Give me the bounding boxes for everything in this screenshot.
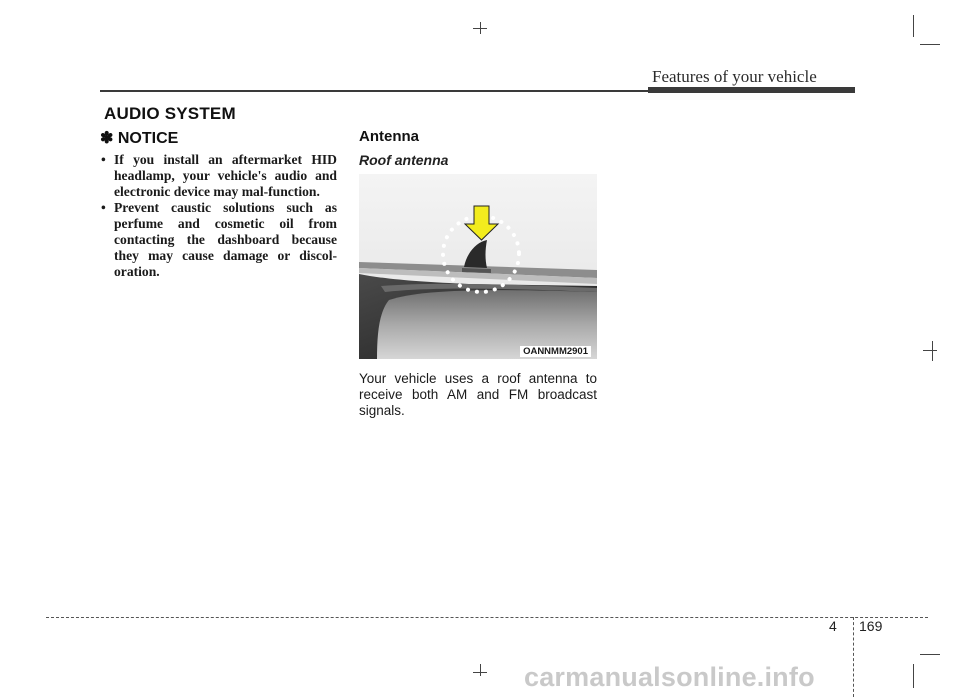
notice-symbol-icon: ✽ (100, 130, 114, 147)
footer-divider (853, 617, 854, 697)
notice-item: • Prevent caustic solutions such as perfume and cosmetic oil from contacting the dashboard because they may cause damage or discol-oration. (100, 200, 337, 280)
crop-mark-right-horizontal (923, 350, 937, 351)
roof-antenna-figure (359, 174, 597, 359)
crop-mark-top-right-horizontal (920, 44, 940, 45)
antenna-heading: Antenna (359, 128, 419, 145)
roof-antenna-illustration (359, 174, 597, 359)
crop-mark-bottom-right-vertical (913, 664, 914, 688)
header-rule (100, 90, 648, 92)
notice-heading (100, 128, 178, 148)
crop-mark-bottom-vertical (480, 664, 481, 676)
chapter-number: 4 (829, 618, 837, 634)
watermark: carmanualsonline.info (524, 662, 815, 692)
crop-mark-bottom-right-horizontal (920, 654, 940, 655)
crop-mark-bottom-horizontal (473, 672, 487, 673)
antenna-description: Your vehicle uses a roof antenna to receive both AM and FM broadcast signals. (359, 371, 597, 418)
crop-mark-right-vertical (932, 341, 933, 361)
section-title: AUDIO SYSTEM (104, 104, 236, 123)
crop-mark-top-horizontal (473, 28, 487, 29)
running-header-title: Features of your vehicle (652, 67, 817, 86)
page-number: 169 (859, 618, 883, 634)
footer-rule (46, 617, 928, 618)
header-rule-accent (648, 87, 855, 93)
notice-item: • If you install an aftermarket HID headlamp, your vehicle's audio and electronic device may mal-function. (100, 152, 337, 200)
notice-title: NOTICE (117, 130, 179, 147)
antenna-subheading: Roof antenna (359, 152, 449, 168)
figure-code: OANNMM2901 (520, 346, 591, 357)
crop-mark-top-right-vertical (913, 15, 914, 37)
notice-list (100, 152, 337, 280)
